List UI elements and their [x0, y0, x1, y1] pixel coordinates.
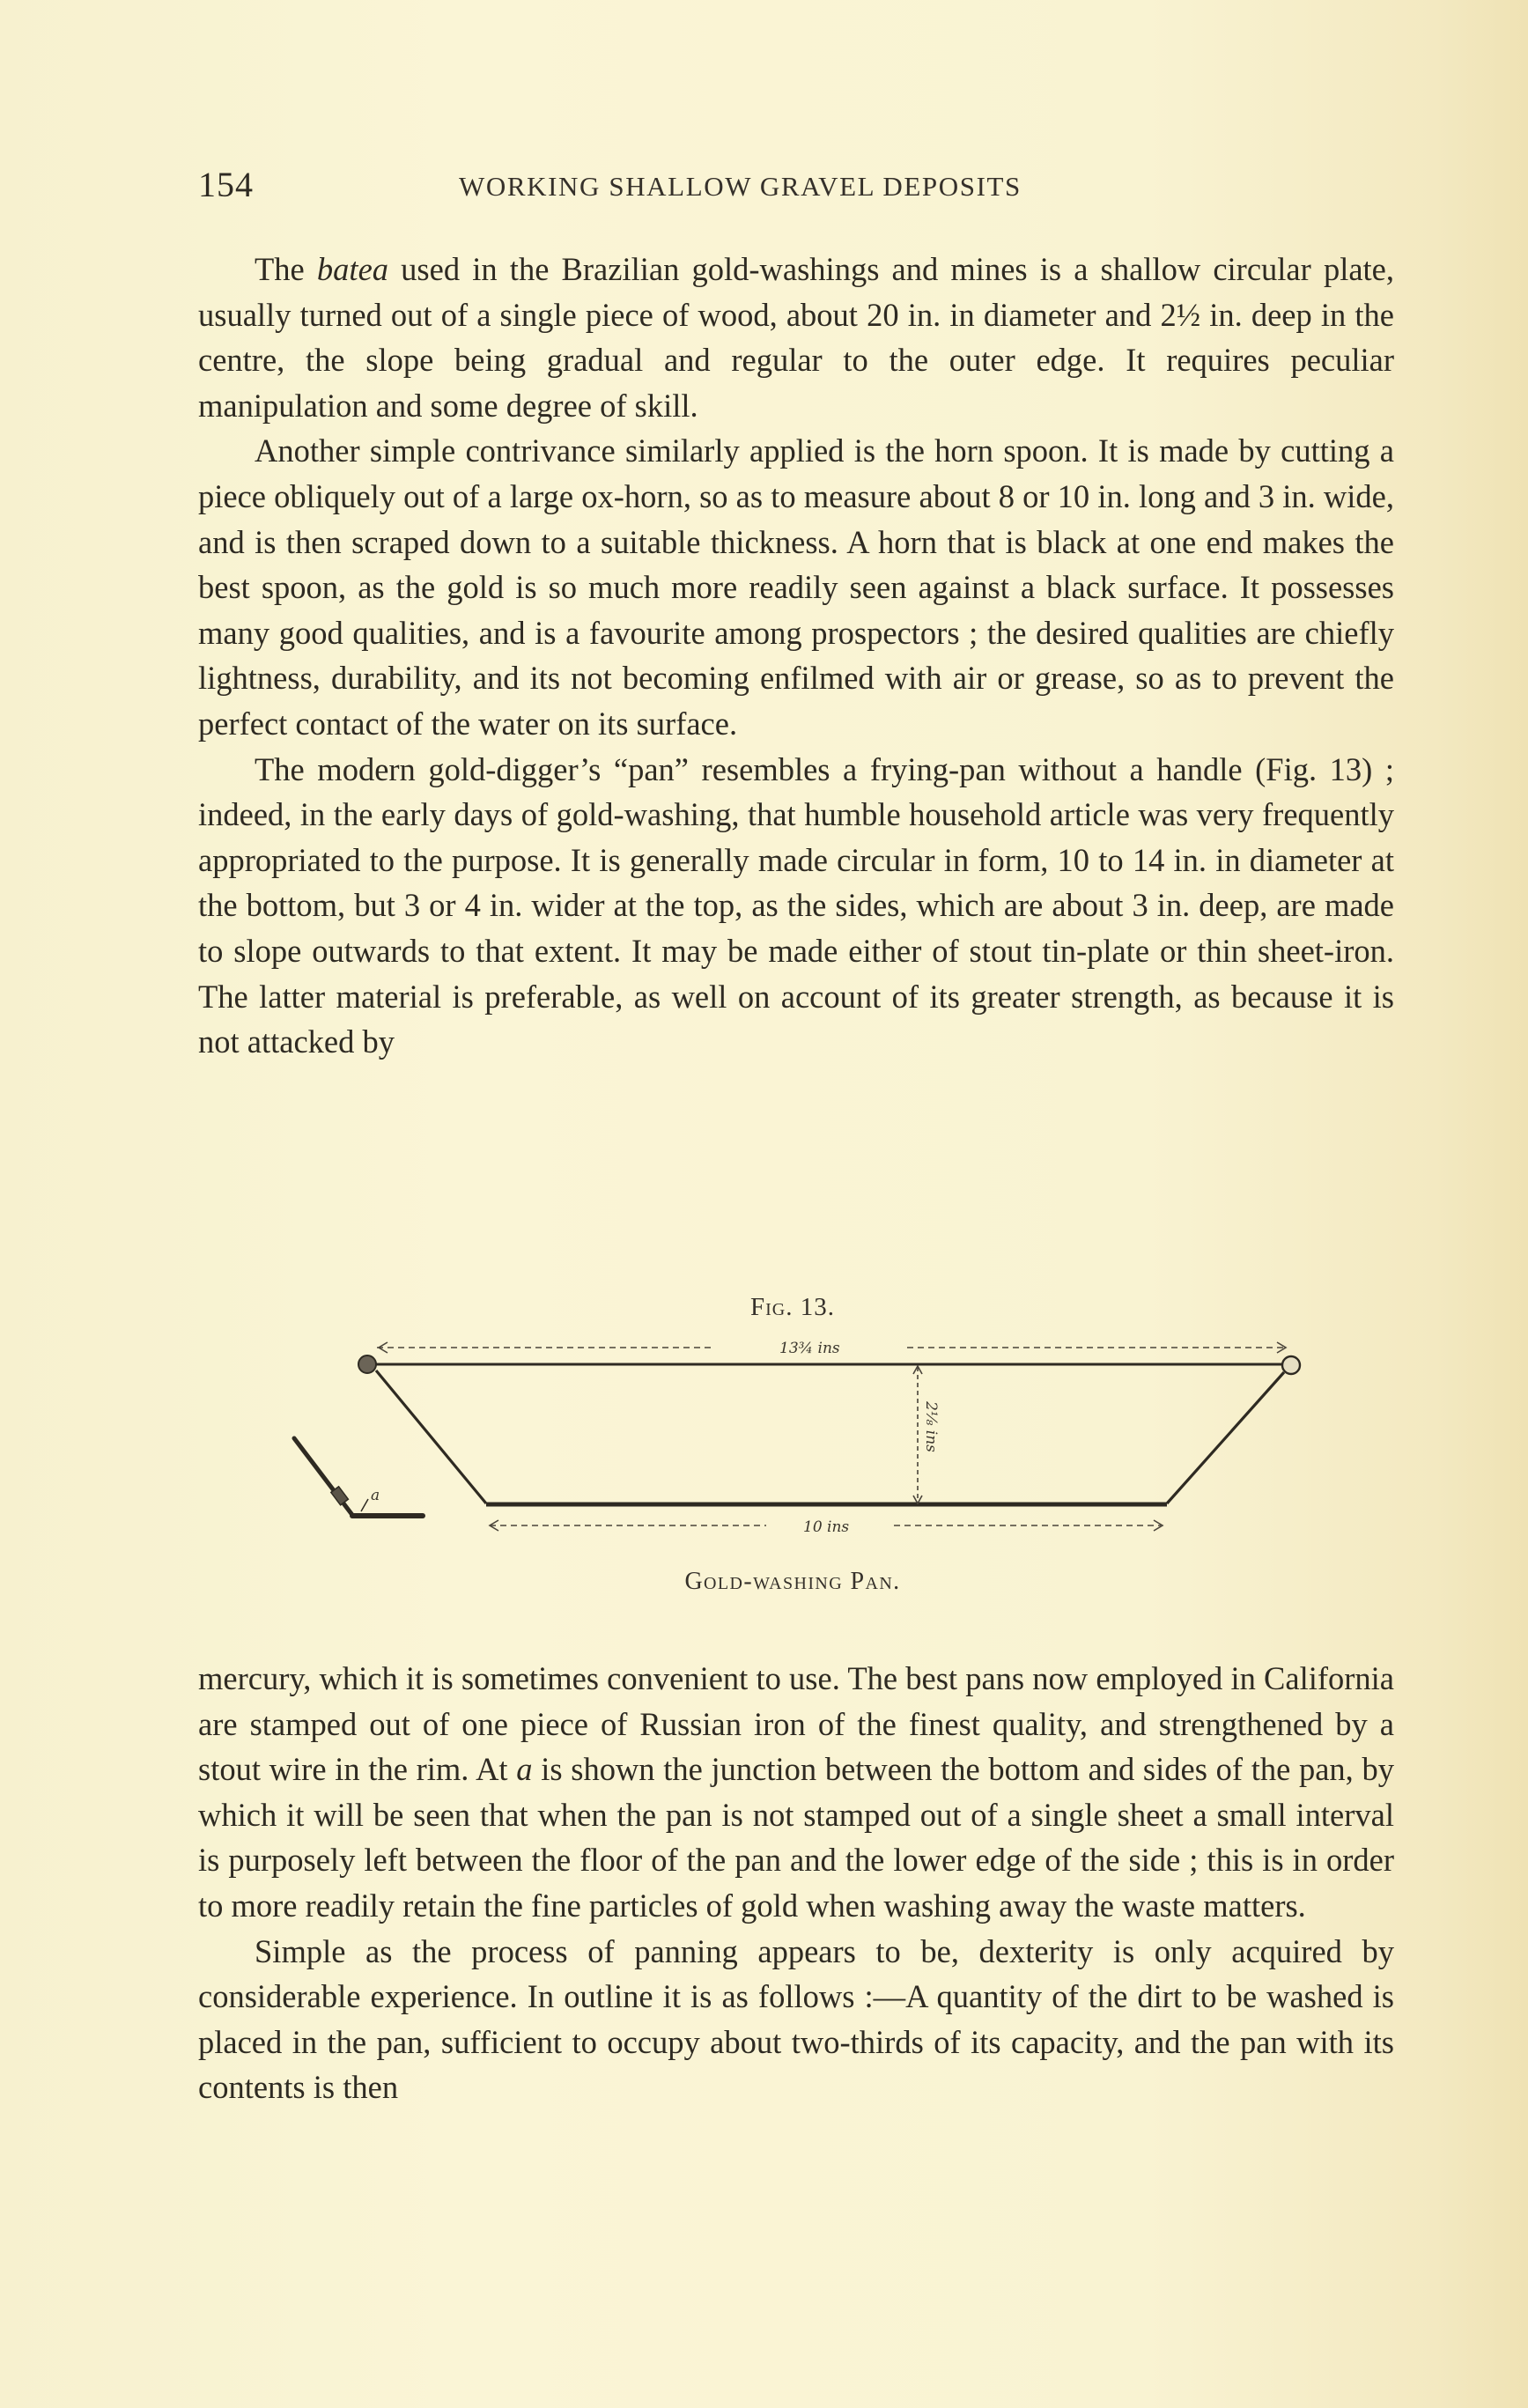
top-dimension-line — [377, 1342, 1286, 1469]
figure-caption: Gold-washing Pan. — [684, 1568, 901, 1595]
paragraph-horn-spoon: Another simple contrivance similarly applied is the horn spoon. It is made by cutting a piece obliquely out of a large ox-horn, so as to measure about 8 or 10 in. long and 3 in. wide, and is then scraped down to a suitable thickness. A horn that is black at one end makes the best spoon, as the gold is so much more readily seen against a black surface. It possesses many good qualities, and is a favourite among prospectors ; the desired qualities are chiefly lightness, durability, and its not becoming enfilmed with air or grease, so as to prevent the perfect contact of the water on its surface. — [198, 432, 1394, 742]
top-width-label: 13¾ ins — [779, 1340, 840, 1357]
running-head: WORKING SHALLOW GRAVEL DEPOSITS — [459, 171, 1022, 202]
rim-wire-left — [358, 1355, 376, 1373]
paragraph-batea: The batea used in the Brazilian gold-washings and mines is a shallow circular plate, usually turned out of a single piece of wood, about 20 in. in diameter and 2½ in. deep in the centre, the slope being gradual and regular to the outer edge. It requires peculiar manipulation and some degree of skill. — [198, 251, 1395, 424]
depth-dimension-line — [913, 1366, 922, 1503]
figure-13 — [264, 1286, 1321, 1612]
figure-label: Fig. 13. — [750, 1293, 835, 1321]
italic-term-batea: batea — [316, 251, 389, 287]
gold-washing-pan-diagram — [264, 1339, 1321, 1559]
pan-side-left — [376, 1370, 486, 1503]
text-block-top — [198, 247, 1394, 1065]
rim-wire-right — [1282, 1356, 1300, 1374]
italic-ref-a: a — [516, 1751, 533, 1788]
pan-side-right — [1167, 1372, 1284, 1503]
page-number: 154 — [198, 165, 254, 204]
paragraph-mercury: mercury, which it is sometimes convenient to use. The best pans now employed in California are stamped out of one piece of Russian iron of the finest quality, and strengthened by a stout wire in the rim. At a is shown the junction between the bottom and sides of the pan, by which it will be seen that when the pan is not stamped out of a single sheet a small interval is purposely left between the floor of the pan and the lower edge of the side ; this is in order to more readily retain the fine particles of gold when washing away the waste matters. — [198, 1660, 1394, 1924]
bottom-width-label: 10 ins — [803, 1518, 850, 1536]
page-header — [198, 164, 1396, 208]
text-block-bottom — [198, 1656, 1394, 2110]
junction-detail-a — [294, 1438, 423, 1516]
paragraph-pan: The modern gold-digger’s “pan” resembles a frying-pan without a handle (Fig. 13) ; indeed, in the early days of gold-washing, that humble household article was very frequently appropriated to the purpose. It is generally made circular in form, 10 to 14 in. in diameter at the bottom, but 3 or 4 in. wider at the top, as the sides, which are about 3 in. deep, are made to slope outwards to that extent. It may be made either of stout tin-plate or thin sheet-iron. The latter material is preferable, as well on account of its greater strength, as because it is not attacked by — [198, 750, 1394, 1060]
depth-label: 2⅛ ins — [922, 1401, 940, 1452]
paragraph-panning: Simple as the process of panning appears to be, dexterity is only acquired by considerable experience. In outline it is as follows :—A quantity of the dirt to be washed is placed in the pan, sufficient to occupy about two-thirds of its capacity, and the pan with its contents is then — [198, 1932, 1394, 2106]
detail-label-a: a — [371, 1487, 380, 1504]
